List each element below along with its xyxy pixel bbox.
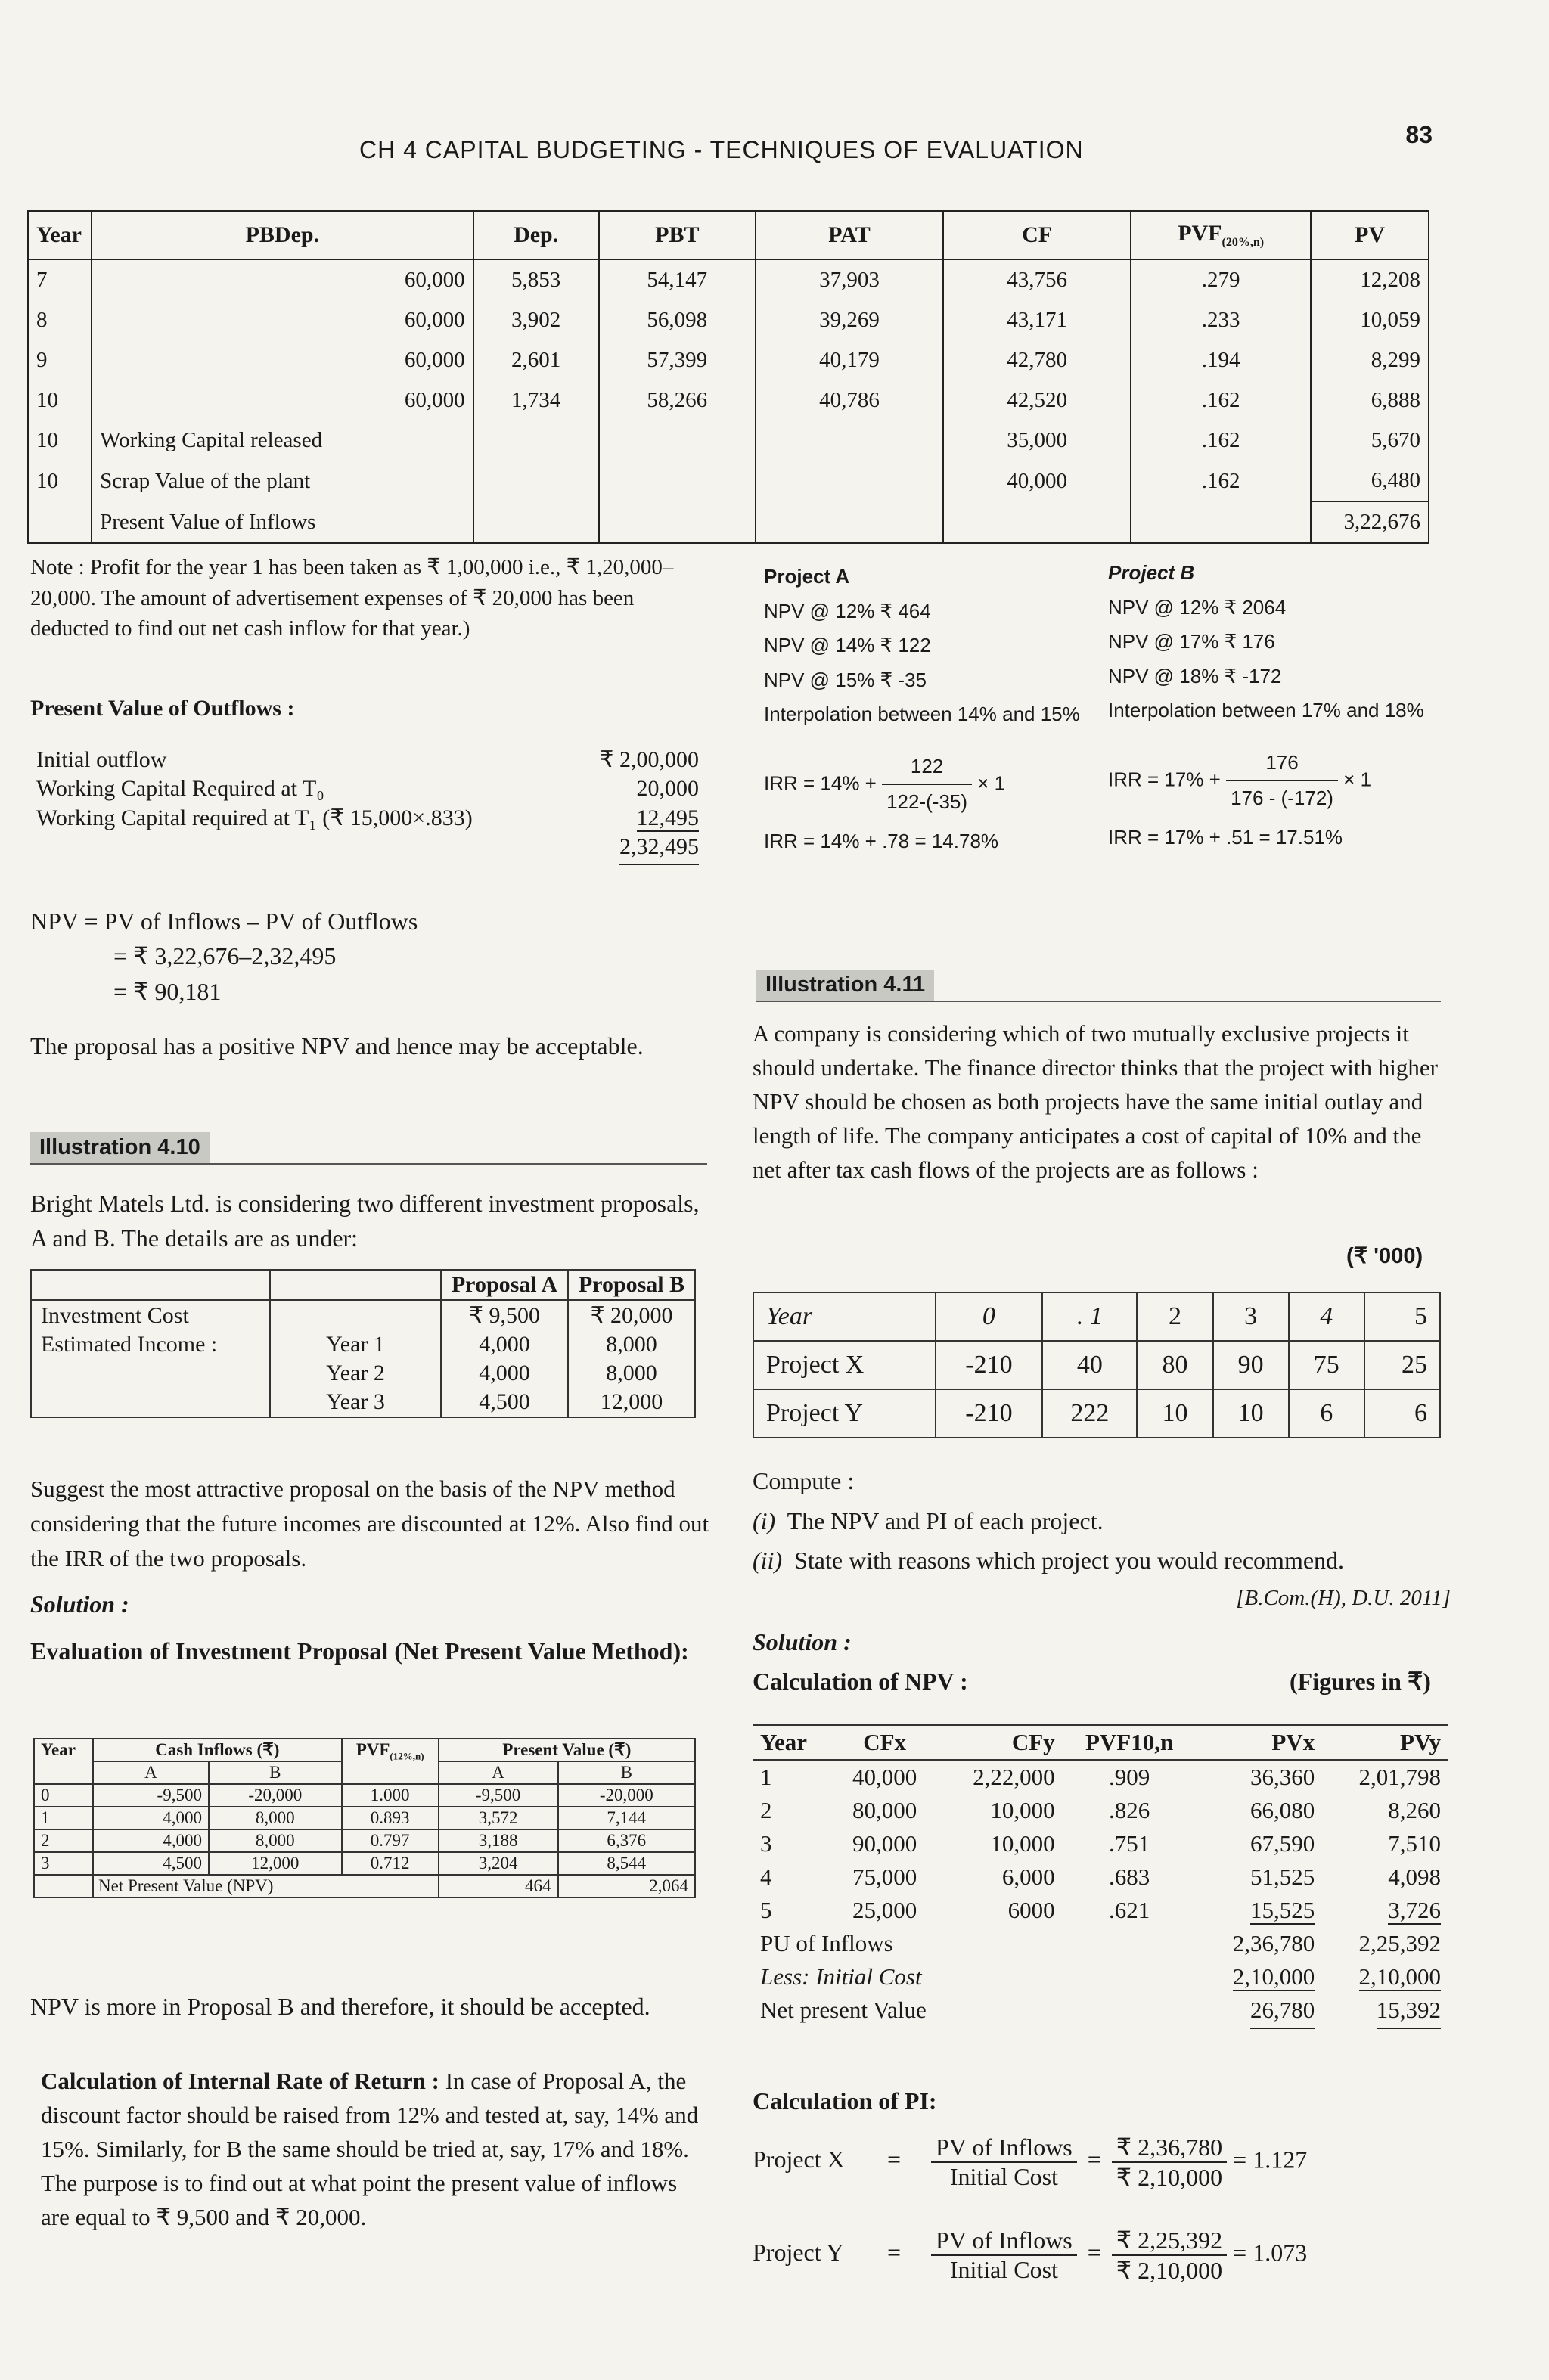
page-number: 83	[1405, 121, 1433, 148]
page-header: CH 4 CAPITAL BUDGETING - TECHNIQUES OF EVALUATION	[359, 136, 1084, 163]
table-row: Project X -210 40 80 90 75 25	[753, 1341, 1440, 1389]
illustration-411-text: A company is considering which of two mutually exclusive projects it should undertake. The finance director thinks that the project with higher NPV should be chosen as both projects have the same initial outlay and length of life. The company anticipates a cost of capital of 10% and the net after tax cash flows of the projects are as follows :	[753, 1020, 1438, 1183]
illustration-411	[756, 970, 1441, 1002]
eval-table	[33, 1738, 696, 1898]
table-row: 10 Working Capital released 35,000 .162 5,670	[28, 420, 1429, 461]
table-row: 3 4,500 12,000 0.712 3,204 8,544	[34, 1852, 695, 1875]
table-row: 2,32,495	[27, 833, 708, 861]
table-row: 5 25,000 6000 .621 15,525 3,726	[760, 1897, 1441, 1923]
illustration-410	[30, 1132, 707, 1165]
table-row: 10 60,000 1,734 58,266 40,786 42,520 .162 6,888	[28, 380, 1429, 420]
table-row: PU of Inflows 2,36,780 2,25,392	[760, 1930, 1441, 1956]
solution-label-2: Solution :	[753, 1628, 852, 1655]
table-row: 2 80,000 10,000 .826 66,080 8,260	[760, 1797, 1441, 1823]
th-pat: PAT	[756, 211, 943, 259]
npv-table	[753, 1724, 1448, 2027]
table-row: Year 0 . 1 2 3 4 5	[753, 1292, 1440, 1341]
table-row: Present Value of Inflows 3,22,676	[28, 501, 1429, 543]
project-b-irr: Project B NPV @ 12% ₹ 2064 NPV @ 17% ₹ 176 NPV @ 18% ₹ -172 Interpolation between 17% and 18% IRR = 17% + $\frac{176}{176 - (-172)}$ × 1 IRR = 17% + .51 = 17.51%	[1108, 561, 1424, 849]
th-cf: CF	[943, 211, 1131, 259]
figures-label: (Figures in ₹)	[1290, 1668, 1431, 1695]
question-1: (i) The NPV and PI of each project.	[753, 1507, 1104, 1534]
table-row: 7 60,000 5,853 54,147 37,903 43,756 .279 12,208	[28, 259, 1429, 300]
pv-outflows-title: Present Value of Outflows :	[30, 696, 295, 721]
table-row: Investment Cost ₹ 9,500 ₹ 20,000	[31, 1300, 695, 1330]
proposal-table	[30, 1269, 696, 1418]
table-row: Working Capital Required at T₀ 20,000	[36, 776, 699, 801]
top-table	[27, 210, 1429, 544]
conclusion-text: The proposal has a positive NPV and hence may be acceptable.	[30, 1032, 644, 1060]
table-row: A B A B	[34, 1761, 695, 1784]
unit-label: (₹ '000)	[1346, 1244, 1423, 1268]
table-row: Year 3 4,500 12,000	[31, 1388, 695, 1417]
table-row: 4 75,000 6,000 .683 51,525 4,098	[760, 1863, 1441, 1890]
th-dep: Dep.	[473, 211, 599, 259]
table-row: Year Cash Inflows (₹) $PVF_{(12\%,n)}$ Present Value (₹)	[34, 1739, 695, 1761]
table-row: 10 Scrap Value of the plant 40,000 .162 6,480	[28, 461, 1429, 501]
table-row: Less: Initial Cost 2,10,000 2,10,000	[760, 1963, 1441, 1990]
suggest-text: Suggest the most attractive proposal on the basis of the NPV method considering that the future incomes are discounted at 12%. Also find out the IRR of the two proposals.	[30, 1475, 709, 1572]
th-year: Year	[28, 211, 92, 259]
project-a-irr: Project A NPV @ 12% ₹ 464 NPV @ 14% ₹ 122 NPV @ 15% ₹ -35 Interpolation between 14% and 15% IRR = 14% + $\frac{122}{122-(-35)}$ × 1 IRR = 14% + .78 = 14.78%	[764, 565, 1080, 852]
note-text: Note : Profit for the year 1 has been taken as ₹ 1,00,000 i.e., ₹ 1,20,000–20,000. The amount of advertisement expenses of ₹ 20,000 has been deducted to find out net cash inflow for that year.)	[30, 555, 674, 641]
th-pbdep: PBDep.	[92, 211, 473, 259]
illustration-410-text: Bright Matels Ltd. is considering two different investment proposals, A and B. The details are as under:	[30, 1190, 700, 1252]
table-row: Net present Value 26,780 15,392	[753, 1994, 1448, 2027]
table-row: Project Y -210 222 10 10 6 6	[753, 1389, 1440, 1438]
question-2: (ii) State with reasons which project you would recommend.	[753, 1547, 1345, 1574]
th-pvf: $PVF_{(20\%,n)}$	[1131, 211, 1311, 259]
th-pv: PV	[1311, 211, 1429, 259]
cash-flow-table	[753, 1292, 1441, 1438]
table-row: 8 60,000 3,902 56,098 39,269 43,171 .233 10,059	[28, 300, 1429, 340]
outflows-table	[27, 745, 708, 861]
table-row: Year CFx CFy PVF10,n PVx PVy	[753, 1725, 1448, 1760]
compute-label: Compute :	[753, 1467, 855, 1494]
calc-npv-title: Calculation of NPV :	[753, 1668, 968, 1695]
npv-more-text: NPV is more in Proposal B and therefore, it should be accepted.	[30, 1993, 650, 2020]
table-row: 1 4,000 8,000 0.893 3,572 7,144	[34, 1807, 695, 1829]
pi-project-x: Project X = $\frac{\text{PV of Inflows}}{\text{Initial Cost}}$ = $\frac{₹ 2,36,780}{₹ 2,10,000}$ = 1.127	[753, 2133, 1308, 2191]
table-row: 3 90,000 10,000 .751 67,590 7,510	[760, 1830, 1441, 1857]
table-row: Net Present Value (NPV) 464 2,064	[34, 1875, 695, 1897]
table-row: Proposal A Proposal B	[31, 1270, 695, 1300]
table-row: Year 2 4,000 8,000	[31, 1359, 695, 1388]
table-row: 2 4,000 8,000 0.797 3,188 6,376	[34, 1829, 695, 1852]
table-row: 0 -9,500 -20,000 1.000 -9,500 -20,000	[34, 1784, 695, 1807]
table-row: Working Capital required at T₁ (₹ 15,000×.833) 12,495	[36, 805, 699, 830]
npv-calc: NPV = PV of Inflows – PV of Outflows = ₹ 3,22,676–2,32,495 = ₹ 90,181	[30, 908, 418, 1005]
solution-label: Solution :	[30, 1590, 129, 1618]
th-pbt: PBT	[599, 211, 756, 259]
illustration-411-tag: Illustration 4.11	[756, 970, 934, 1001]
irr-calc-text: Calculation of Internal Rate of Return : In case of Proposal A, the discount factor should be raised from 12% and tested at, say, 14% and 15%. Similarly, for B the same should be tried at, say, 17% and 18%. The purpose is to find out at what point the present value of inflows are equal to ₹ 9,500 and ₹ 20,000.	[41, 2068, 699, 2230]
eval-title: Evaluation of Investment Proposal (Net Present Value Method):	[30, 1637, 689, 1665]
illustration-410-tag: Illustration 4.10	[30, 1132, 210, 1163]
source-ref: [B.Com.(H), D.U. 2011]	[1236, 1586, 1451, 1610]
pi-project-y: Project Y = $\frac{\text{PV of Inflows}}{\text{Initial Cost}}$ = $\frac{₹ 2,25,392}{₹ 2,10,000}$ = 1.073	[753, 2226, 1308, 2284]
table-row: Estimated Income : Year 1 4,000 8,000	[31, 1330, 695, 1359]
table-row: 9 60,000 2,601 57,399 40,179 42,780 .194 8,299	[28, 340, 1429, 380]
table-row: Initial outflow ₹ 2,00,000	[36, 746, 699, 772]
calc-pi-title: Calculation of PI:	[753, 2087, 937, 2115]
table-row: 1 40,000 2,22,000 .909 36,360 2,01,798	[760, 1764, 1441, 1790]
